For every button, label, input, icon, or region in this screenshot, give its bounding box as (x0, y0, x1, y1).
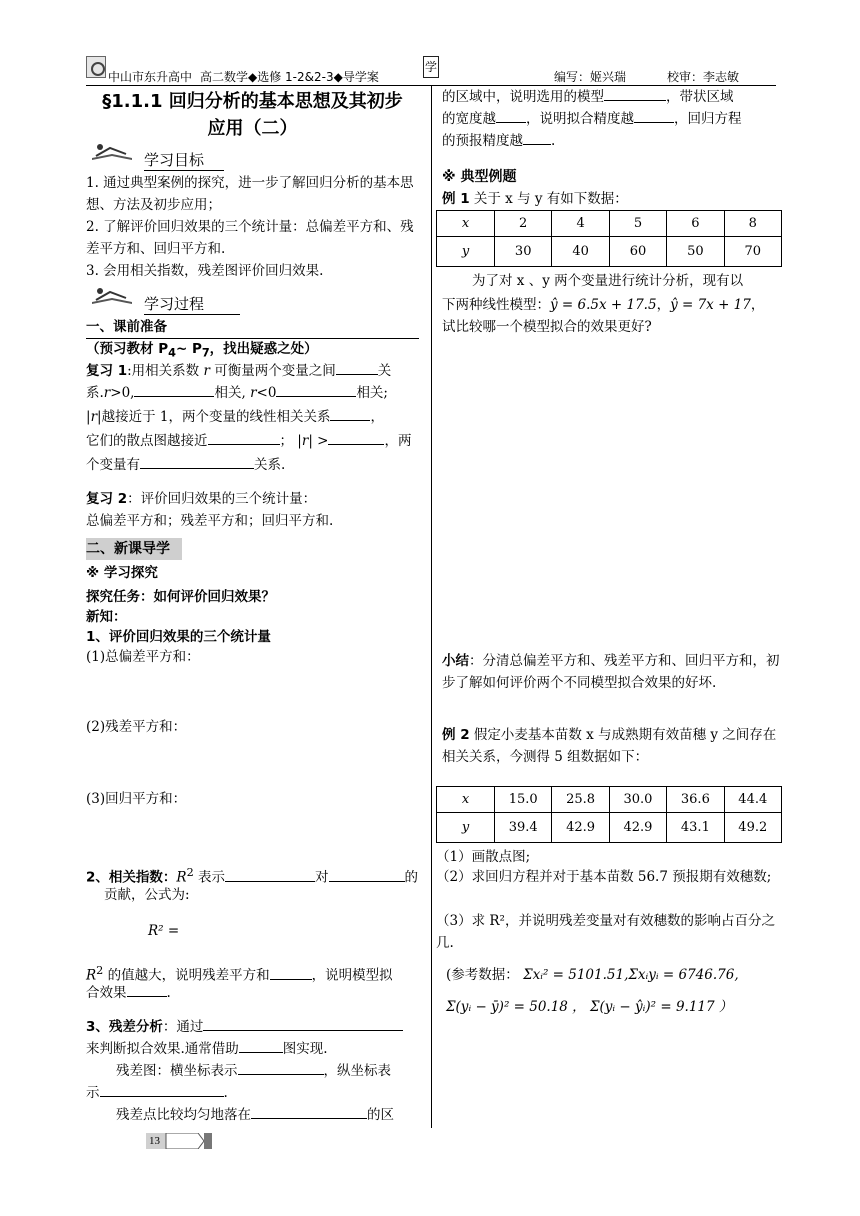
table-row: x 2 4 5 6 8 (437, 211, 782, 237)
review-2: 复习 2：评价回归效果的三个统计量： (86, 491, 317, 507)
table-cell: 36.6 (667, 787, 724, 813)
table-cell: 42.9 (609, 813, 666, 843)
table-cell: 40 (552, 237, 609, 267)
item-3-line2: 来判断拟合效果.通常借助 图实现. (86, 1041, 328, 1057)
right-column (436, 86, 780, 1128)
example-1-ask: 试比较哪一个模型拟合的效果更好? (442, 319, 652, 335)
table-cell: 44.4 (724, 787, 781, 813)
example-2-q1: （1）画散点图; (436, 849, 531, 865)
reference-data-line1: (参考数据： Σxᵢ² = 5101.51,Σxᵢyᵢ = 6746.76, (446, 967, 739, 983)
table-cell: 25.8 (552, 787, 609, 813)
r2-description: $R^2$ 的值越大，说明残差平方和 ，说明模型拟 (86, 964, 393, 984)
item-3-line5: 残差点比较均匀地落在 的区 (116, 1107, 394, 1123)
item-1-heading: 1、评价回归效果的三个统计量 (86, 629, 271, 645)
item-3-line3: 残差图：横坐标表示 ，纵坐标表 (116, 1063, 391, 1079)
item-3-line4: 示 . (86, 1085, 228, 1101)
item-1c: (3)回归平方和： (86, 791, 187, 807)
example-2-table (436, 786, 782, 843)
table-cell: 70 (724, 237, 781, 267)
table-row: y 30 40 60 50 70 (437, 237, 782, 267)
school-logo-icon (86, 56, 106, 78)
table-cell: 30.0 (609, 787, 666, 813)
residual-cont-line2: 的宽度越 ，说明拟合精度越 ，回归方程 (442, 111, 742, 127)
review-1-line2: 系.r>0, 相关, r<0 相关; (86, 385, 388, 401)
school-name: 中山市东升高中 (108, 70, 193, 84)
goals-heading: 学习目标 (144, 150, 224, 171)
prep-note: （预习教材 $P_4\sim$ $P_7$，找出疑惑之处） (86, 341, 318, 360)
table-cell: 6 (667, 211, 724, 237)
example-1-intro: 例 1 关于 x 与 y 有如下数据： (442, 191, 628, 207)
goal-2: 2. 了解评价回归效果的三个统计量：总偏差平方和、残差平方和、回归平方和. (86, 219, 414, 257)
table-cell: 43.1 (667, 813, 724, 843)
table-cell: 60 (609, 237, 666, 267)
course-name: 高二数学◆选修 1-2&2-3◆导学案 (200, 70, 379, 84)
example-1-models: 下两种线性模型：ŷ = 6.5x + 17.5，ŷ = 7x + 17， (442, 297, 765, 313)
column-divider (431, 86, 432, 1128)
residual-cont-line1: 的区域中，说明选用的模型 ，带状区域 (442, 89, 734, 105)
item-1a: (1)总偏差平方和： (86, 649, 200, 665)
page-header (86, 56, 776, 86)
item-1b: (2)残差平方和： (86, 719, 187, 735)
explore-heading: ※ 学习探究 (86, 565, 158, 581)
book-icon (90, 286, 134, 306)
prep-heading: 一、课前准备 (86, 316, 419, 339)
lesson-title-line1: §1.1.1 回归分析的基本思想及其初步 (102, 91, 403, 112)
summary: 小结：分清总偏差平方和、残差平方和、回归平方和，初步了解如何评价两个不同模型拟合效果的好坏. (442, 653, 780, 691)
review-1-line3: |r|越接近于 1，两个变量的线性相关关系 ， (86, 409, 384, 425)
item-2: 2、相关指数：$R^2$ 表示 对 的 (86, 866, 419, 886)
table-cell: 39.4 (495, 813, 552, 843)
table-cell: 15.0 (495, 787, 552, 813)
explore-task: 探究任务：如何评价回归效果？ (86, 589, 275, 605)
table-cell: 50 (667, 237, 724, 267)
reviewer: 校审：李志敏 (667, 70, 740, 84)
r2-description-line2: 合效果 . (86, 985, 171, 1001)
example-1-table (436, 210, 782, 267)
new-knowledge: 新知： (86, 609, 127, 625)
review-1-line4: 它们的散点图越接近 ； |r| > ，两 (86, 433, 412, 449)
table-cell: 2 (495, 211, 552, 237)
table-row: y 39.4 42.9 42.9 43.1 49.2 (437, 813, 782, 843)
table-row: x 15.0 25.8 30.0 36.6 44.4 (437, 787, 782, 813)
example-1-question: 为了对 x 、y 两个变量进行统计分析，现有以 (472, 273, 744, 289)
editor: 编写：姬兴瑞 (554, 70, 627, 84)
r2-formula: R² = (148, 923, 180, 939)
reference-data-line2: Σ(yᵢ − ȳ)² = 50.18 ， Σ(yᵢ − ŷᵢ)² = 9.117 ） (446, 999, 733, 1015)
residual-cont-line3: 的预报精度越 . (442, 133, 556, 149)
goal-3: 3. 会用相关指数，残差图评价回归效果. (86, 263, 324, 279)
seal-icon: 学 (423, 56, 439, 78)
item-3: 3、残差分析：通过 (86, 1016, 419, 1038)
table-cell: 49.2 (724, 813, 781, 843)
page-number: 13 (149, 1135, 160, 1147)
review-1-line5: 个变量有 关系. (86, 457, 286, 473)
book-icon (90, 142, 134, 162)
example-2-q3: （3）求 R²，并说明残差变量对有效穗数的影响占百分之几. (436, 913, 775, 951)
table-cell: 4 (552, 211, 609, 237)
review-2-line2: 总偏差平方和；残差平方和；回归平方和. (86, 513, 334, 529)
examples-heading: ※ 典型例题 (442, 169, 517, 185)
example-2-intro: 例 2 假定小麦基本苗数 x 与成熟期有效苗穗 y 之间存在相关关系，今测得 5 组数据如下： (442, 727, 777, 765)
left-column (86, 86, 419, 1128)
process-heading: 学习过程 (144, 294, 240, 315)
table-cell: 8 (724, 211, 781, 237)
new-lesson-heading: 二、新课导学 (86, 538, 182, 560)
review-1: 复习 1:用相关系数 r 可衡量两个变量之间 关 (86, 363, 392, 379)
page-number-tab (146, 1133, 212, 1149)
lesson-title-line2: 应用（二） (207, 118, 298, 139)
table-cell: 42.9 (552, 813, 609, 843)
example-2-q2: （2）求回归方程并对于基本苗数 56.7 预报期有效穗数; (436, 869, 772, 885)
table-cell: 5 (609, 211, 666, 237)
goal-1: 1. 通过典型案例的探究，进一步了解回归分析的基本思想、方法及初步应用； (86, 175, 414, 213)
table-cell: 30 (495, 237, 552, 267)
item-2-line2: 贡献，公式为: (104, 887, 190, 903)
